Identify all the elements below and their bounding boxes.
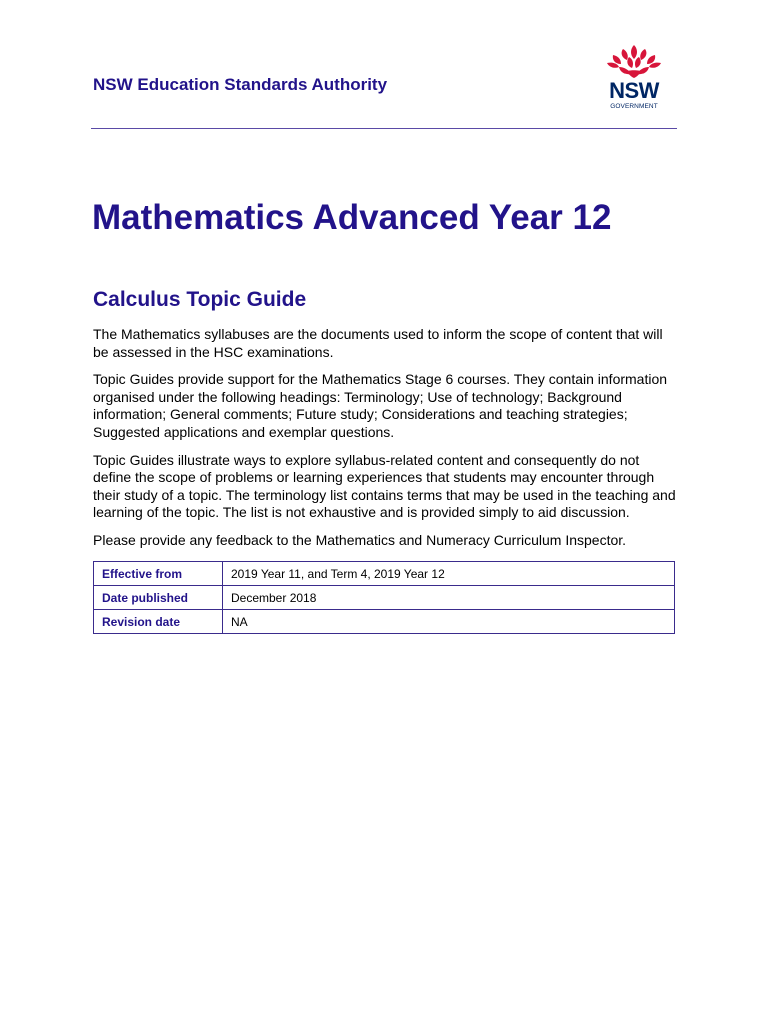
document-info-table bbox=[93, 561, 675, 634]
document-subtitle: Calculus Topic Guide bbox=[93, 288, 307, 311]
logo-subtext: GOVERNMENT bbox=[610, 103, 658, 110]
logo-wordmark: NSW bbox=[609, 78, 659, 103]
intro-paragraph: The Mathematics syllabuses are the documents used to inform the scope of content that will be assessed in the HSC examinations. bbox=[93, 326, 663, 360]
row-label: Date published bbox=[94, 586, 223, 610]
intro-text bbox=[93, 326, 679, 560]
table-row bbox=[94, 562, 675, 586]
nsw-government-logo bbox=[599, 43, 669, 113]
intro-paragraph: Topic Guides provide support for the Mathematics Stage 6 courses. They contain information organised under the following headings: Terminology; Use of technology; Background information; General comments; Future study; Considerations and teaching strategies; Suggested applications and exemplar questions. bbox=[93, 371, 668, 440]
intro-paragraph: Please provide any feedback to the Mathematics and Numeracy Curriculum Inspector. bbox=[93, 531, 627, 548]
waratah-icon bbox=[599, 43, 669, 81]
row-value: December 2018 bbox=[223, 586, 675, 610]
table-row bbox=[94, 586, 675, 610]
row-label: Revision date bbox=[94, 610, 223, 634]
table-row bbox=[94, 610, 675, 634]
header-divider bbox=[91, 128, 677, 129]
row-label: Effective from bbox=[94, 562, 223, 586]
document-title: Mathematics Advanced Year 12 bbox=[92, 198, 612, 237]
row-value: 2019 Year 11, and Term 4, 2019 Year 12 bbox=[223, 562, 675, 586]
row-value: NA bbox=[223, 610, 675, 634]
organisation-name: NSW Education Standards Authority bbox=[93, 75, 388, 94]
intro-paragraph: Topic Guides illustrate ways to explore syllabus-related content and consequently do not define the scope of problems or learning experiences that students may encounter through their study of a topic. The terminology list contains terms that may be used in the teaching and learning of the topic. The list is not exhaustive and is provided simply to aid discussion. bbox=[93, 451, 676, 521]
